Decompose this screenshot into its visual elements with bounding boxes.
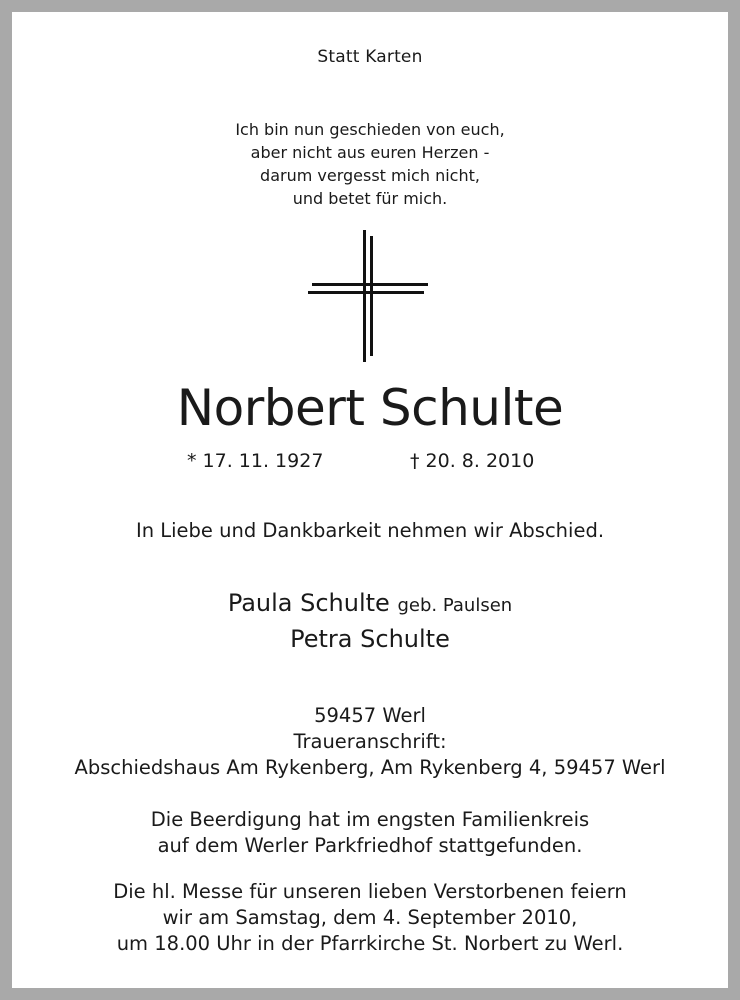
mass-line: Die hl. Messe für unseren lieben Verstorbenen feiern	[113, 880, 627, 903]
birth-date: * 17. 11. 1927	[187, 450, 324, 472]
address-block	[0, 703, 740, 781]
poem-line: aber nicht aus euren Herzen -	[250, 143, 490, 162]
mourner-primary	[0, 589, 740, 617]
mass-line: um 18.00 Uhr in der Pfarrkirche St. Norbert zu Werl.	[116, 932, 624, 955]
mourner-secondary: Petra Schulte	[290, 625, 450, 653]
address-line: Abschiedshaus Am Rykenberg, Am Rykenberg 4, 59457 Werl	[74, 756, 666, 779]
funeral-line: Die Beerdigung hat im engsten Familienkreis	[150, 808, 590, 831]
header-statt-karten: Statt Karten	[317, 47, 423, 67]
address-label: Traueranschrift:	[293, 730, 447, 753]
mourner-name: Paula Schulte	[227, 589, 390, 617]
deceased-name: Norbert Schulte	[176, 379, 564, 437]
death-date: † 20. 8. 2010	[410, 450, 535, 472]
address-city: 59457 Werl	[314, 704, 426, 727]
poem-line: darum vergesst mich nicht,	[260, 166, 480, 185]
mourner-maiden-name: geb. Paulsen	[397, 595, 513, 616]
funeral-line: auf dem Werler Parkfriedhof stattgefunden.	[157, 834, 583, 857]
mass-note	[0, 879, 740, 957]
poem-line: und betet für mich.	[292, 189, 448, 208]
funeral-note	[0, 807, 740, 859]
mass-line: wir am Samstag, dem 4. September 2010,	[162, 906, 578, 929]
cross-icon	[308, 230, 432, 362]
poem	[0, 118, 740, 210]
farewell-text: In Liebe und Dankbarkeit nehmen wir Abschied.	[135, 519, 605, 542]
poem-line: Ich bin nun geschieden von euch,	[235, 120, 505, 139]
